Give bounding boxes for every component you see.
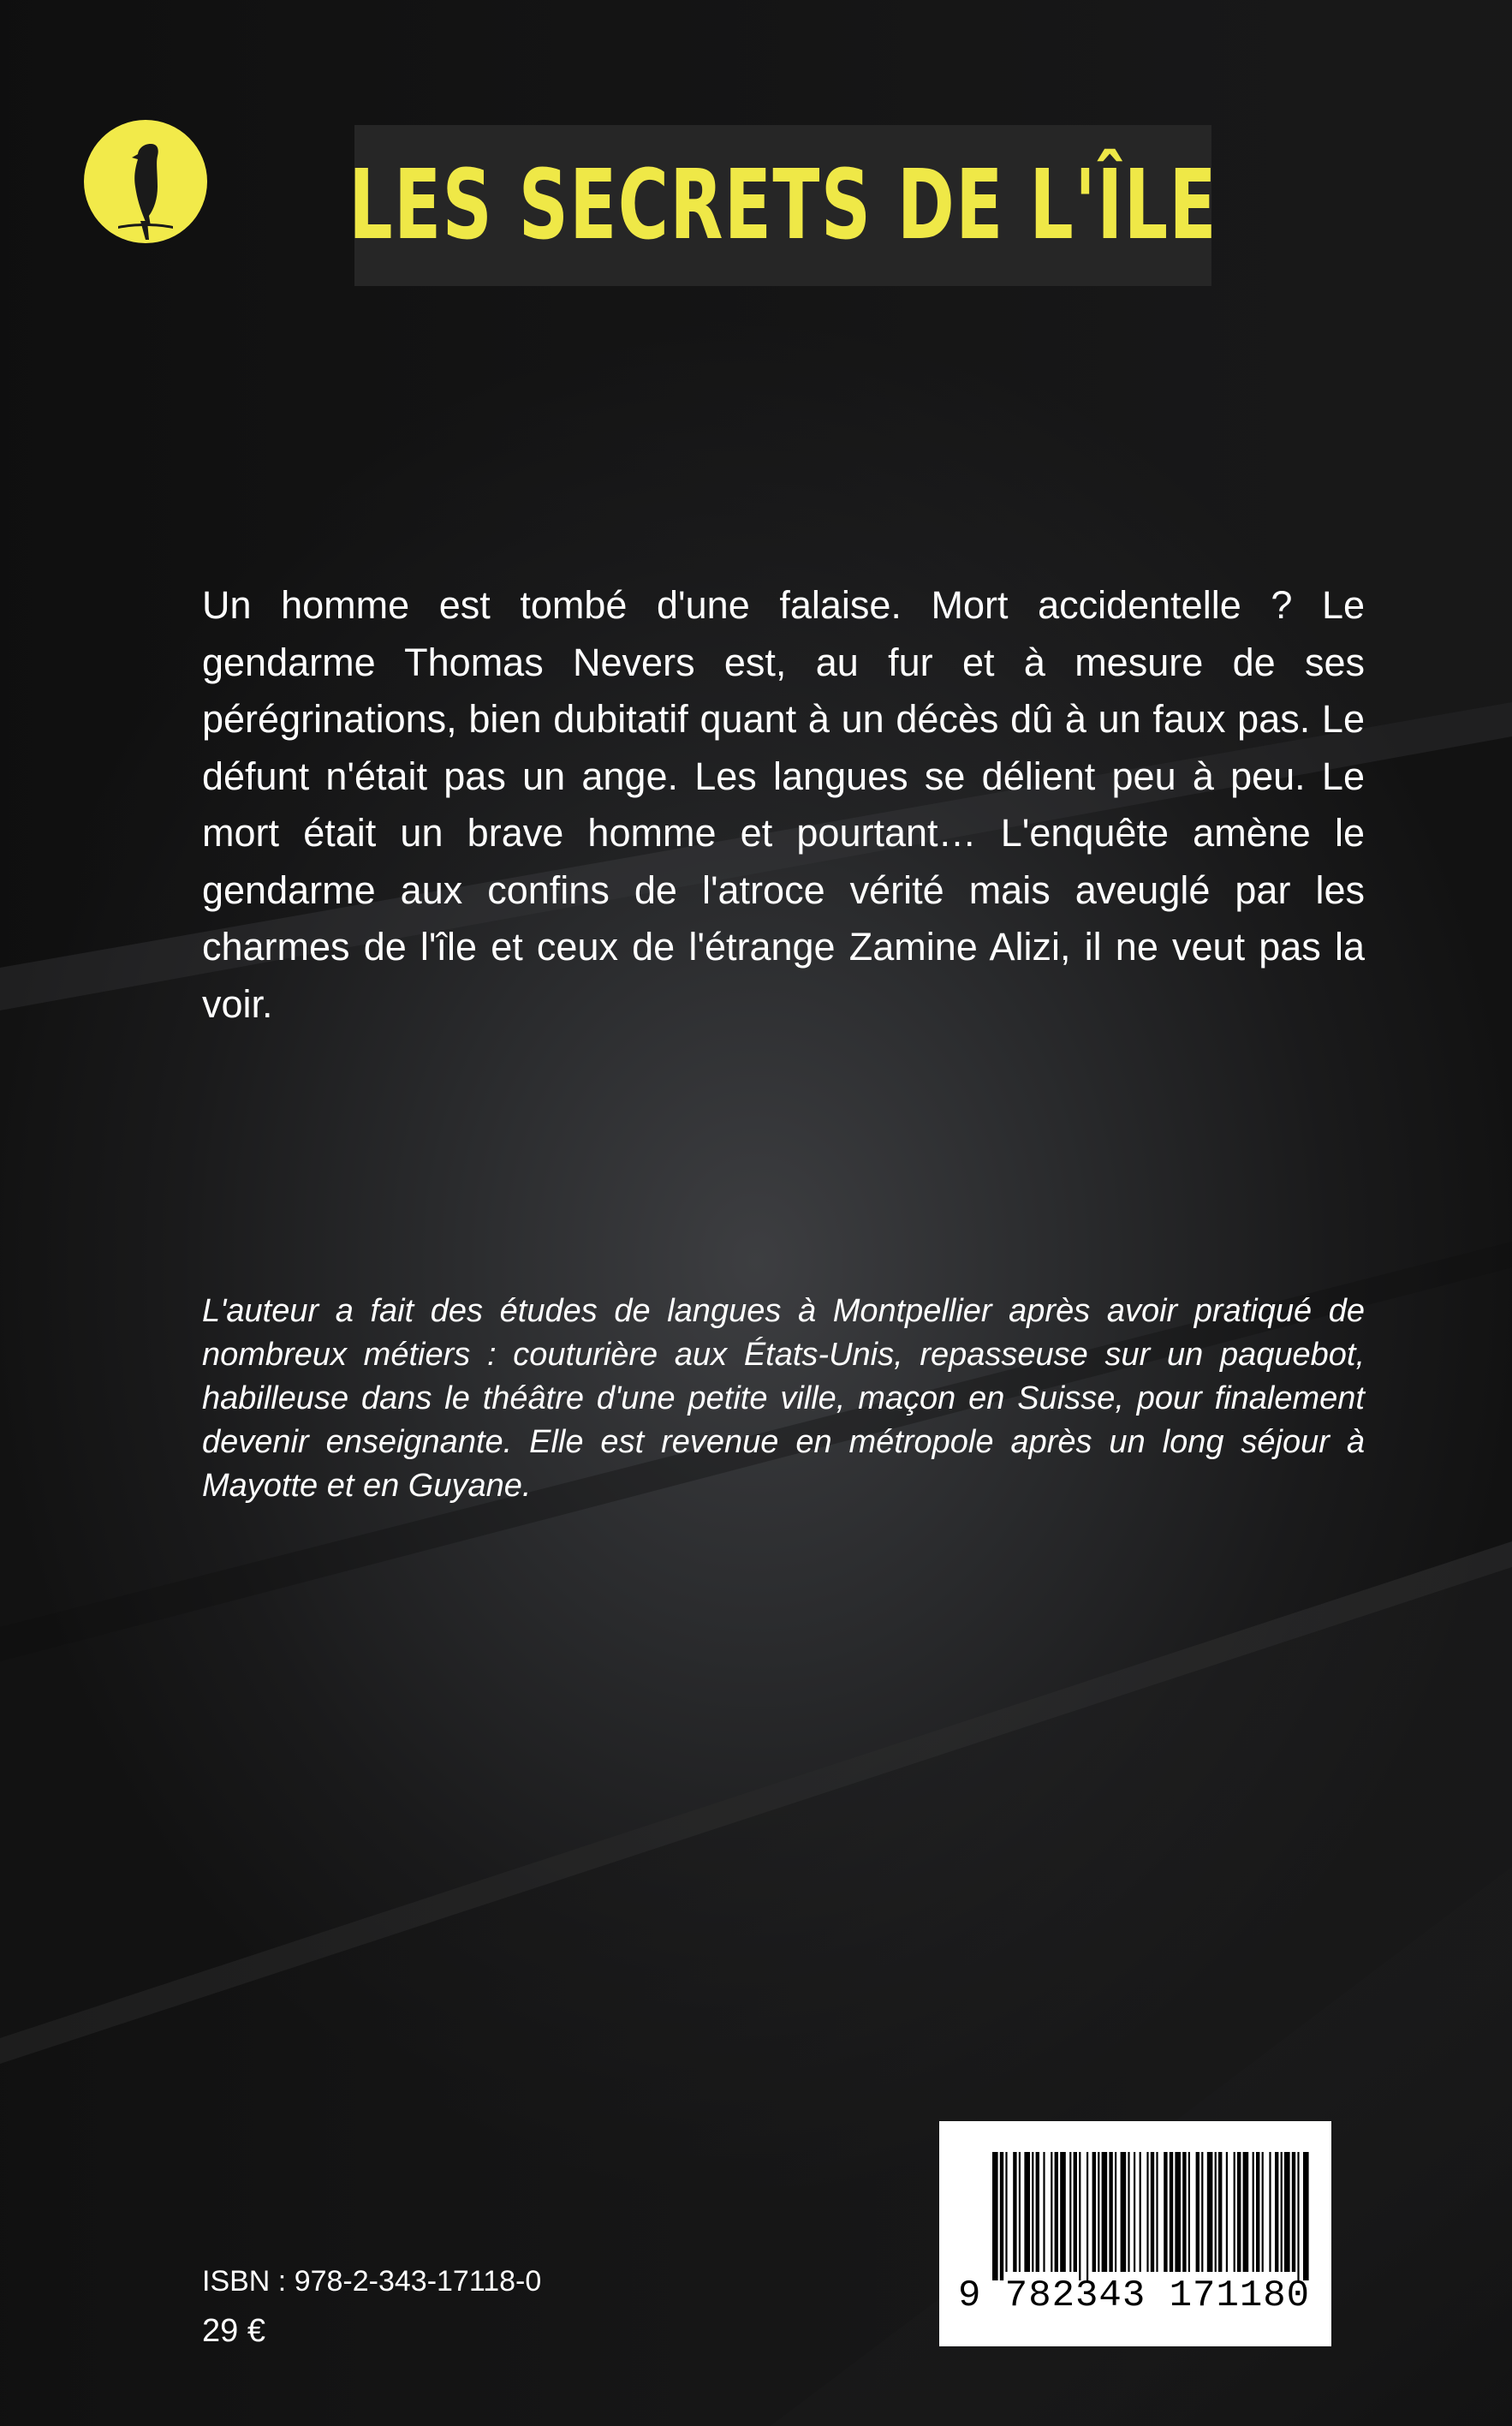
barcode-bar	[1069, 2152, 1071, 2272]
barcode-bar	[1234, 2152, 1235, 2272]
barcode-bar	[1175, 2152, 1181, 2272]
barcode-bar	[1262, 2152, 1264, 2272]
book-title: LES SECRETS DE L'ÎLE	[348, 150, 1217, 261]
barcode-bar	[1256, 2152, 1259, 2272]
barcode-bar	[1019, 2152, 1021, 2272]
barcode-bar	[1013, 2152, 1016, 2272]
synopsis-text: Un homme est tombé d'une falaise. Mort accidentelle ? Le gendarme Thomas Nevers est, au fur et à mesure de ses pérégrinations, bien dubitatif quant à un décès dû à un faux pas. Le défunt n'était pas un ange. Les langues se délient peu à peu. Le mort était un brave homme et pourtant… L'enquête amène le gendarme aux confins de l'atroce vérité mais aveuglé par les charmes de l'île et ceux de l'étrange Zamine Alizi, il ne veut pas la voir.	[202, 583, 1365, 1026]
author-bio: L'auteur a fait des études de langues à Montpellier après avoir pratiqué de nombreux métiers : couturière aux États-Unis, repasseuse sur un paquebot, habilleuse dans le théâtre d'une petite ville, maçon en Suisse, pour finalement devenir enseignante. Elle est revenue en métropole après un long séjour à Mayotte et en Guyane.	[202, 1293, 1365, 1504]
barcode-bar	[1115, 2152, 1116, 2272]
barcode-bar	[1297, 2152, 1299, 2280]
barcode-bar	[1121, 2152, 1127, 2272]
barcode-bar	[1215, 2152, 1217, 2272]
barcode-bar	[1269, 2152, 1271, 2272]
barcode-bar	[1253, 2152, 1254, 2272]
barcode-bar	[1005, 2152, 1007, 2272]
barcode-bar	[1156, 2152, 1158, 2272]
barcode-bar	[1102, 2152, 1108, 2272]
barcode-bar	[992, 2152, 998, 2280]
barcode-bar	[1146, 2152, 1148, 2272]
barcode-bar	[1134, 2152, 1135, 2272]
barcode-bar	[1170, 2152, 1173, 2272]
barcode-bar	[1086, 2152, 1088, 2280]
barcode-bar	[1128, 2152, 1129, 2272]
barcode-bar	[1218, 2152, 1222, 2272]
publisher-logo	[84, 120, 207, 243]
title-banner	[348, 125, 1217, 286]
barcode-bar	[1164, 2152, 1167, 2272]
barcode-bar	[1074, 2152, 1077, 2272]
barcode-bar	[1237, 2152, 1241, 2272]
barcode-bar	[1051, 2152, 1052, 2272]
barcode-bar	[1284, 2152, 1290, 2272]
barcode-digits: 9 782343 171180	[958, 2274, 1311, 2317]
barcode-bar	[1196, 2152, 1199, 2272]
barcode-bar	[1243, 2152, 1249, 2272]
barcode-bar	[1226, 2152, 1228, 2272]
crow-icon	[84, 120, 207, 243]
barcode-bar	[1098, 2152, 1099, 2272]
barcode-bar	[1000, 2152, 1003, 2280]
barcode-bar	[1151, 2152, 1154, 2272]
barcode-bar	[1201, 2152, 1203, 2272]
barcode-bar	[1043, 2152, 1045, 2272]
isbn-label: ISBN : 978-2-343-17118-0	[202, 2265, 542, 2298]
barcode-bar	[1060, 2152, 1066, 2272]
barcode-bar	[1207, 2152, 1213, 2272]
barcode-bar	[1281, 2152, 1283, 2272]
barcode-bar	[1275, 2152, 1278, 2272]
price-label: 29 €	[202, 2313, 265, 2349]
barcode-bar	[1303, 2152, 1309, 2280]
barcode-bar	[1092, 2152, 1096, 2272]
barcode-bar	[1032, 2152, 1033, 2272]
barcode	[939, 2121, 1331, 2346]
barcode-bar	[1079, 2152, 1080, 2280]
barcode-bar	[1036, 2152, 1039, 2272]
barcode-bar	[1188, 2152, 1190, 2272]
barcode-bar	[1182, 2152, 1186, 2272]
barcode-bar	[1140, 2152, 1141, 2272]
barcode-bar	[1109, 2152, 1112, 2272]
barcode-bar	[1292, 2152, 1295, 2272]
barcode-bar	[1024, 2152, 1030, 2272]
barcode-bar	[1055, 2152, 1058, 2272]
